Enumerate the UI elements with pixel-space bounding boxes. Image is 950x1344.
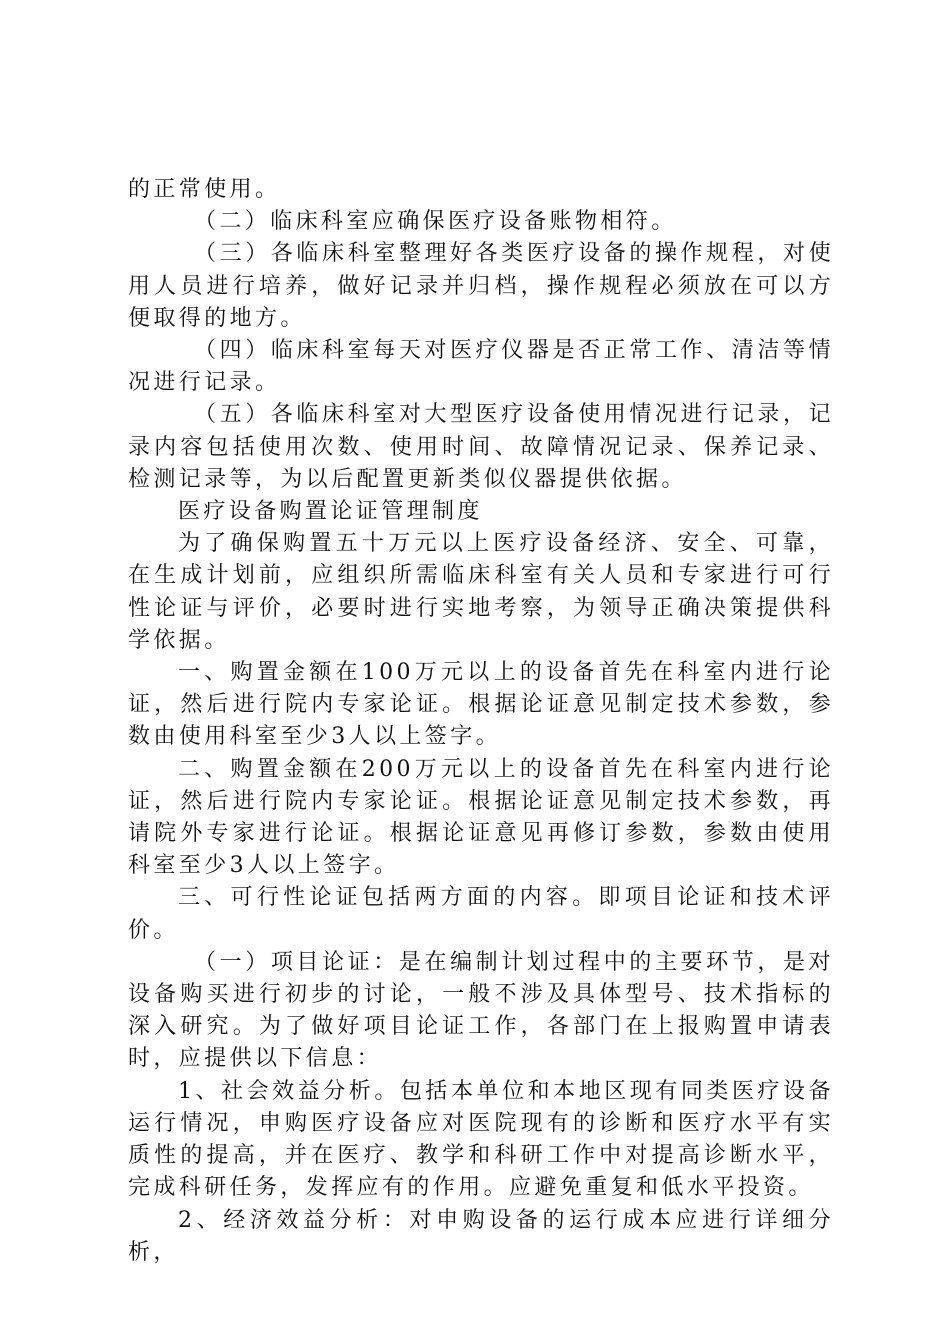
paragraph-continuation: 的正常使用。 — [128, 177, 281, 202]
paragraph-item-4: （四）临床科室每天对医疗仪器是否正常工作、清洁等情况进行记录。 — [128, 338, 834, 396]
paragraph-economic-benefit: 2、经济效益分析：对申购设备的运行成本应进行详细分析， — [128, 1207, 834, 1265]
paragraph-item-5: （五）各临床科室对大型医疗设备使用情况进行记录，记录内容包括使用次数、使用时间、故障情况记录、保养记录、检测记录等，为以后配置更新类似仪器提供依据。 — [128, 402, 834, 492]
section-heading: 医疗设备购置论证管理制度 — [178, 499, 483, 525]
paragraph-project-review: （一）项目论证：是在编制计划过程中的主要环节，是对设备购买进行初步的讨论，一般不涉及具体型号、技术指标的深入研究。为了做好项目论证工作，各部门在上报购置申请表时，应提供以下信息： — [128, 949, 834, 1072]
paragraph-item-3: （三）各临床科室整理好各类医疗设备的操作规程，对使用人员进行培养，做好记录并归档，操作规程必须放在可以方便取得的地方。 — [128, 241, 834, 331]
paragraph-rule-1: 一、购置金额在100万元以上的设备首先在科室内进行论证，然后进行院内专家论证。根据论证意见制定技术参数，参数由使用科室至少3人以上签字。 — [128, 660, 834, 750]
document-body — [128, 174, 834, 1269]
paragraph-item-2: （二）临床科室应确保医疗设备账物相符。 — [194, 209, 677, 235]
paragraph-intro: 为了确保购置五十万元以上医疗设备经济、安全、可靠，在生成计划前，应组织所需临床科室有关人员和专家进行可行性论证与评价，必要时进行实地考察，为领导正确决策提供科学依据。 — [128, 531, 834, 653]
paragraph-rule-2: 二、购置金额在200万元以上的设备首先在科室内进行论证，然后进行院内专家论证。根据论证意见制定技术参数，再请院外专家进行论证。根据论证意见再修订参数，参数由使用科室至少3人以上签字。 — [128, 756, 834, 879]
paragraph-rule-3: 三、可行性论证包括两方面的内容。即项目论证和技术评价。 — [128, 885, 834, 943]
paragraph-social-benefit: 1、社会效益分析。包括本单位和本地区现有同类医疗设备运行情况，申购医疗设备应对医院现有的诊断和医疗水平有实质性的提高，并在医疗、教学和科研工作中对提高诊断水平，完成科研任务，发挥应有的作用。应避免重复和低水平投资。 — [128, 1078, 834, 1201]
